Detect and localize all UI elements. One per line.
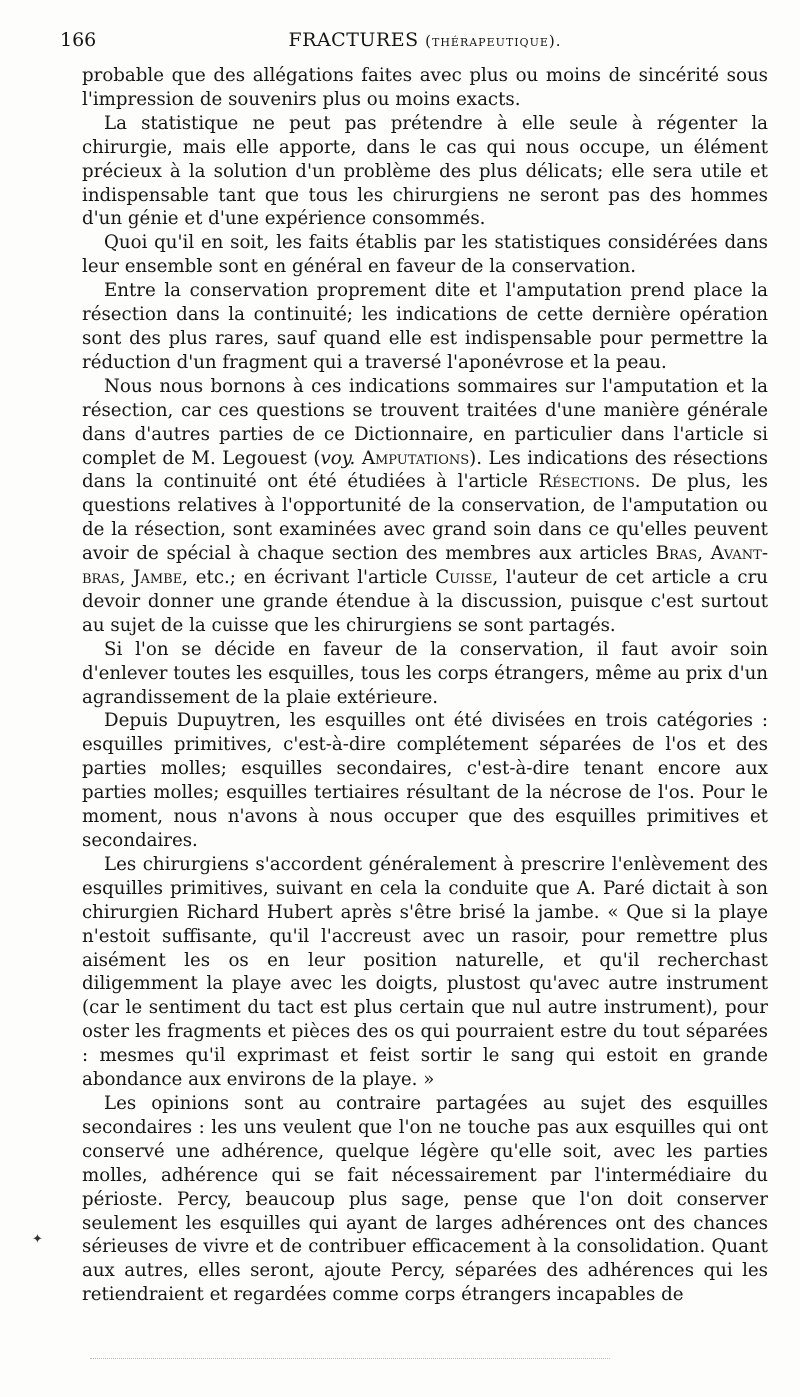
paragraph bbox=[82, 231, 768, 279]
cross-reference: Amputations bbox=[361, 447, 470, 469]
text-run: , bbox=[119, 567, 134, 589]
text-run: Nous nous bornons à ces indications sommaires sur l'amputation et la résection, car ces questions se trouvent traitées d'une manière générale dans d'autres parties de ce Dictionnaire, en particulier dans l'article si complet de M. Legouest ( bbox=[82, 375, 768, 469]
text-run: , etc.; en écrivant l'article bbox=[182, 567, 436, 589]
text-run: ). Les indications des résections dans la continuité ont été étudiées à l'article bbox=[82, 447, 768, 493]
text-run: Les opinions sont au contraire partagées au sujet des esquilles secondaires : les uns veulent que l'on ne touche pas aux esquilles qui ont conservé une adhérence, quelque légère qu'elle soit, avec les parties molles, adhérence qui se fait nécessairement par l'intermédiaire du périoste. Percy, beaucoup plus sage, pense que l'on doit conserver seulement les esquilles qui ayant de larges adhérences ont des chances sérieuses de vivre et de contribuer efficacement à la consolidation. Quant aux autres, elles seront, ajoute Percy, séparées des adhérences qui les retiendraient et regardées comme corps étrangers incapables de bbox=[82, 1092, 768, 1306]
running-head bbox=[60, 26, 768, 54]
page-number: 166 bbox=[60, 29, 97, 51]
cross-reference: Jambe bbox=[133, 567, 183, 589]
paragraph bbox=[82, 709, 768, 852]
page-title bbox=[82, 26, 768, 55]
italic-text: voy. bbox=[320, 447, 356, 469]
cross-reference: Résections bbox=[538, 471, 635, 493]
text-run: . De plus, les questions relatives à l'opportunité de la conservation, de l'amputation ou de la résection, sont examinées avec grand soin dans ce qu'elles peuvent avoir de spécial à chaque section des membres aux articles bbox=[82, 471, 768, 565]
text-run: probable que des allégations faites avec plus ou moins de sincérité sous l'impression de souvenirs plus ou moins exacts. bbox=[82, 65, 768, 110]
paragraph bbox=[82, 853, 768, 1092]
paragraph bbox=[82, 638, 768, 710]
paragraph bbox=[82, 375, 768, 638]
cross-reference: Cuisse bbox=[435, 567, 493, 589]
cross-reference: Bras bbox=[655, 543, 698, 565]
body-text bbox=[82, 64, 768, 1307]
text-run: , l'auteur de cet article a cru devoir donner une grande étendue à la discussion, puisque c'est surtout au sujet de la cuisse que les chirurgiens se sont partagés. bbox=[82, 567, 768, 636]
text-run: Quoi qu'il en soit, les faits établis par les statistiques considérées dans leur ensemble sont en général en faveur de la conservation. bbox=[82, 232, 768, 278]
paragraph bbox=[82, 64, 768, 112]
cross-reference: Avant-bras bbox=[82, 543, 768, 589]
paragraph bbox=[82, 279, 768, 375]
paragraph bbox=[82, 112, 768, 232]
text-run: , bbox=[697, 543, 711, 565]
margin-mark: ✦ bbox=[32, 1232, 43, 1247]
text-run: Les chirurgiens s'accordent généralement à prescrire l'enlèvement des esquilles primitives, suivant en cela la conduite que A. Paré dictait à son chirurgien Richard Hubert après s'être brisé la jambe. « Que si la playe n'estoit suffisante, qu'il l'accreust avec un rasoir, pour remettre plus aisément les os en leur position naturelle, et qu'il recherchast diligemment la playe avec les doigts, plustost qu'avec autre instrument (car le sentiment du tact est plus certain que nul autre instrument), pour oster les fragments et pièces des os qui pourraient estre du tout séparées : mesmes qu'il exprimast et feist sortir le sang qui estoit en grande abondance aux environs de la playe. » bbox=[82, 853, 768, 1091]
text-run: Si l'on se décide en faveur de la conservation, il faut avoir soin d'enlever toutes les esquilles, tous les corps étrangers, même au prix d'un agrandissement de la plaie extérieure. bbox=[82, 638, 768, 708]
running-subtitle: (thérapeutique). bbox=[425, 32, 562, 50]
paragraph bbox=[82, 1092, 768, 1307]
text-run: Depuis Dupuytren, les esquilles ont été divisées en trois catégories : esquilles primitives, c'est-à-dire complétement séparées de l'os et des parties molles; esquilles secondaires, c'est-à-dire tenant encore aux parties molles; esquilles tertiaires résultant de la nécrose de l'os. Pour le moment, nous n'avons à nous occuper que des esquilles primitives et secondaires. bbox=[82, 710, 768, 851]
page bbox=[60, 26, 768, 1307]
text-run: La statistique ne peut pas prétendre à elle seule à régenter la chirurgie, mais elle apporte, dans le cas qui nous occupe, un élément précieux à la solution d'un problème des plus délicats; elle sera utile et indispensable tant que tous les chirurgiens ne seront pas des hommes d'un génie et d'une expérience consommés. bbox=[82, 112, 768, 230]
text-run: Entre la conservation proprement dite et l'amputation prend place la résection dans la continuité; les indications de cette dernière opération sont des plus rares, sauf quand elle est indispensable pour permettre la réduction d'un fragment qui a traversé l'aponévrose et la peau. bbox=[82, 280, 768, 373]
footer-rule bbox=[90, 1358, 610, 1359]
running-title: FRACTURES bbox=[288, 29, 419, 51]
